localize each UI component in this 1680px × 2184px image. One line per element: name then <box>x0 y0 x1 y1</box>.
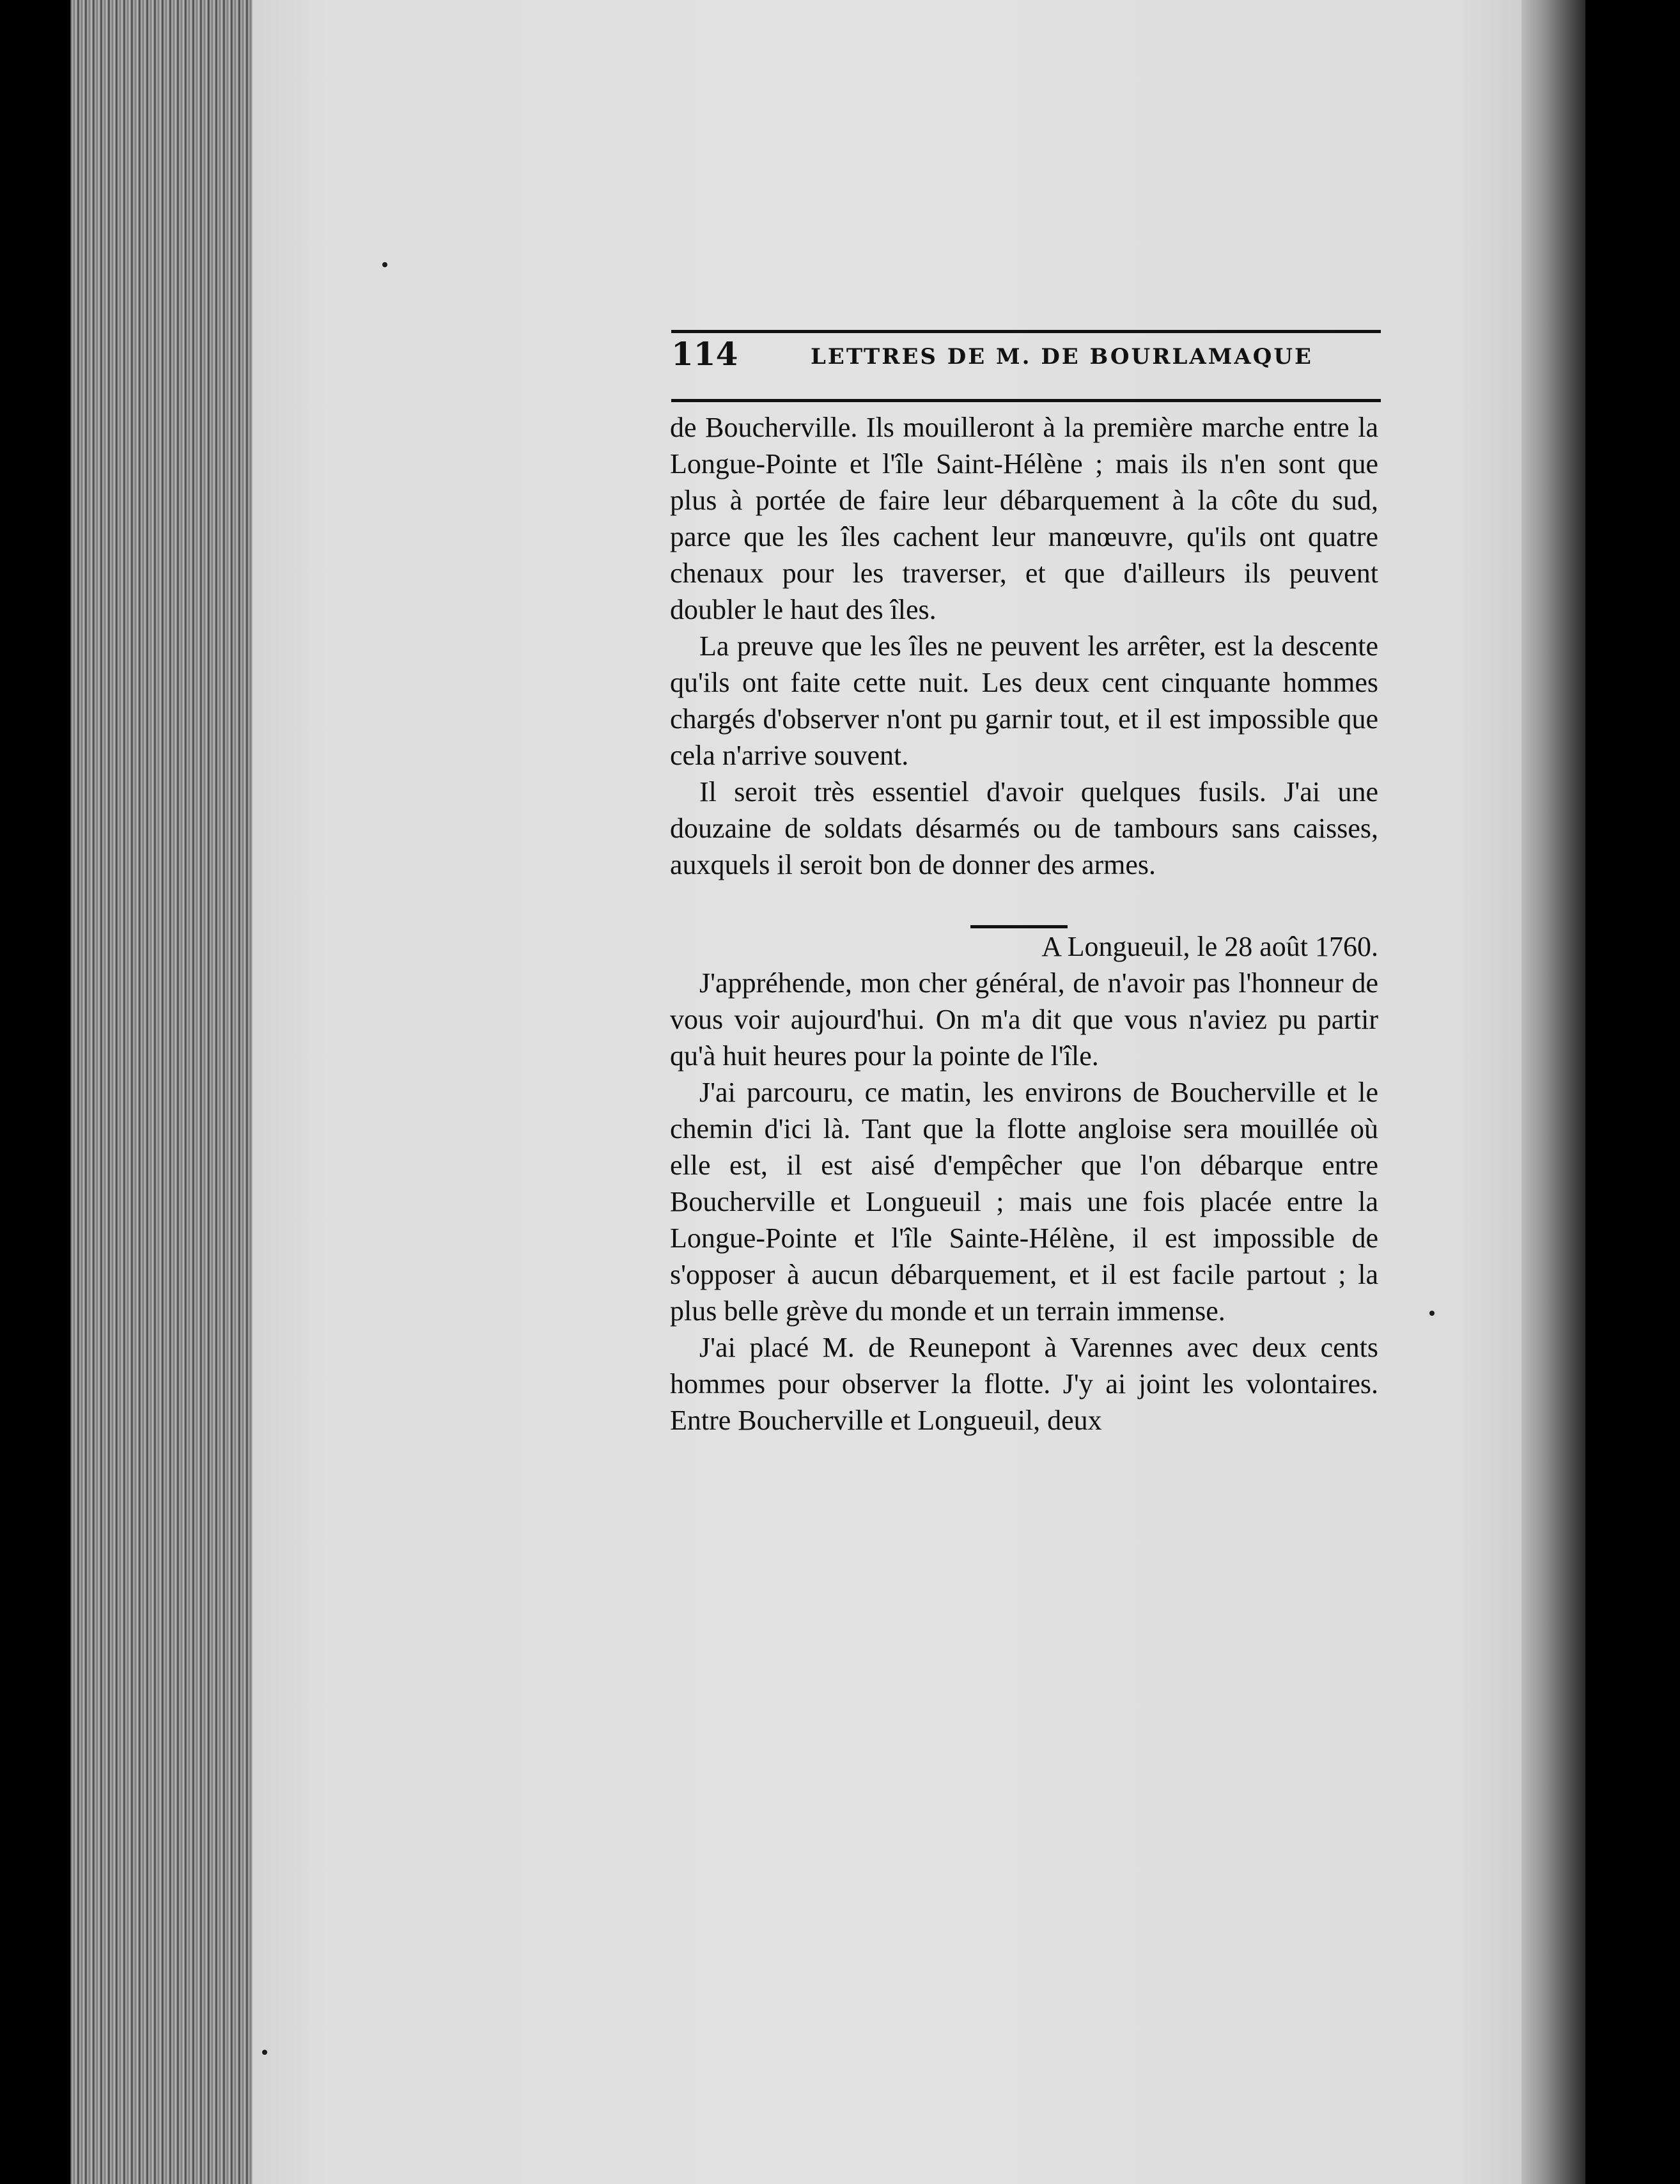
body-text <box>670 409 1378 1439</box>
paragraph: J'appréhende, mon cher général, de n'avoir pas l'honneur de vous voir aujourd'hui. On m'a dit que vous n'aviez pu partir qu'à huit heures pour la pointe de l'île. <box>670 967 1378 1072</box>
dust-speck <box>382 262 387 267</box>
paragraph: J'ai placé M. de Reunepont à Varennes avec deux cents hommes pour observer la flotte. J'y ai joint les volontaires. Entre Boucherville et Longueuil, deux <box>670 1332 1378 1436</box>
paragraph: J'ai parcouru, ce matin, les environs de Boucherville et le chemin d'ici là. Tant que la flotte angloise sera mouillée où elle est, il est aisé d'empêcher que l'on débarque entre Boucherville et Longueuil ; mais une fois placée entre la Longue-Pointe et l'île Sainte-Hélène, il est impossible de s'opposer à aucun débarquement, et il est facile partout ; la plus belle grève du monde et un terrain immense. <box>670 1077 1378 1327</box>
paragraph: de Boucherville. Ils mouilleront à la première marche entre la Longue-Pointe et l'île Saint-Hélène ; mais ils n'en sont que plus à portée de faire leur débarquement à la côte du sud, parce que les îles cachent leur manœuvre, qu'ils ont quatre chenaux pour les traverser, et que d'ailleurs ils peuvent doubler le haut des îles. <box>670 412 1378 625</box>
running-title: LETTRES DE M. DE BOURLAMAQUE <box>811 344 1313 370</box>
paragraph: La preuve que les îles ne peuvent les arrêter, est la descente qu'ils ont faite cette nuit. Les deux cent cinquante hommes chargés d'observer n'ont pu garnir tout, et il est impossible que cela n'arrive souvent. <box>670 630 1378 771</box>
right-page-edge <box>1521 0 1585 2184</box>
page-number: 114 <box>671 335 738 373</box>
page-edges <box>70 0 262 2184</box>
dust-speck <box>1429 1311 1435 1316</box>
running-head <box>671 332 1381 377</box>
dust-speck <box>262 2050 267 2055</box>
letter-dateline: A Longueuil, le 28 août 1760. <box>1041 931 1378 962</box>
paragraph: Il seroit très essentiel d'avoir quelques fusils. J'ai une douzaine de soldats désarmés ou de tambours sans caisses, auxquels il seroit bon de donner des armes. <box>670 776 1378 880</box>
header-rule-bottom <box>671 399 1381 402</box>
